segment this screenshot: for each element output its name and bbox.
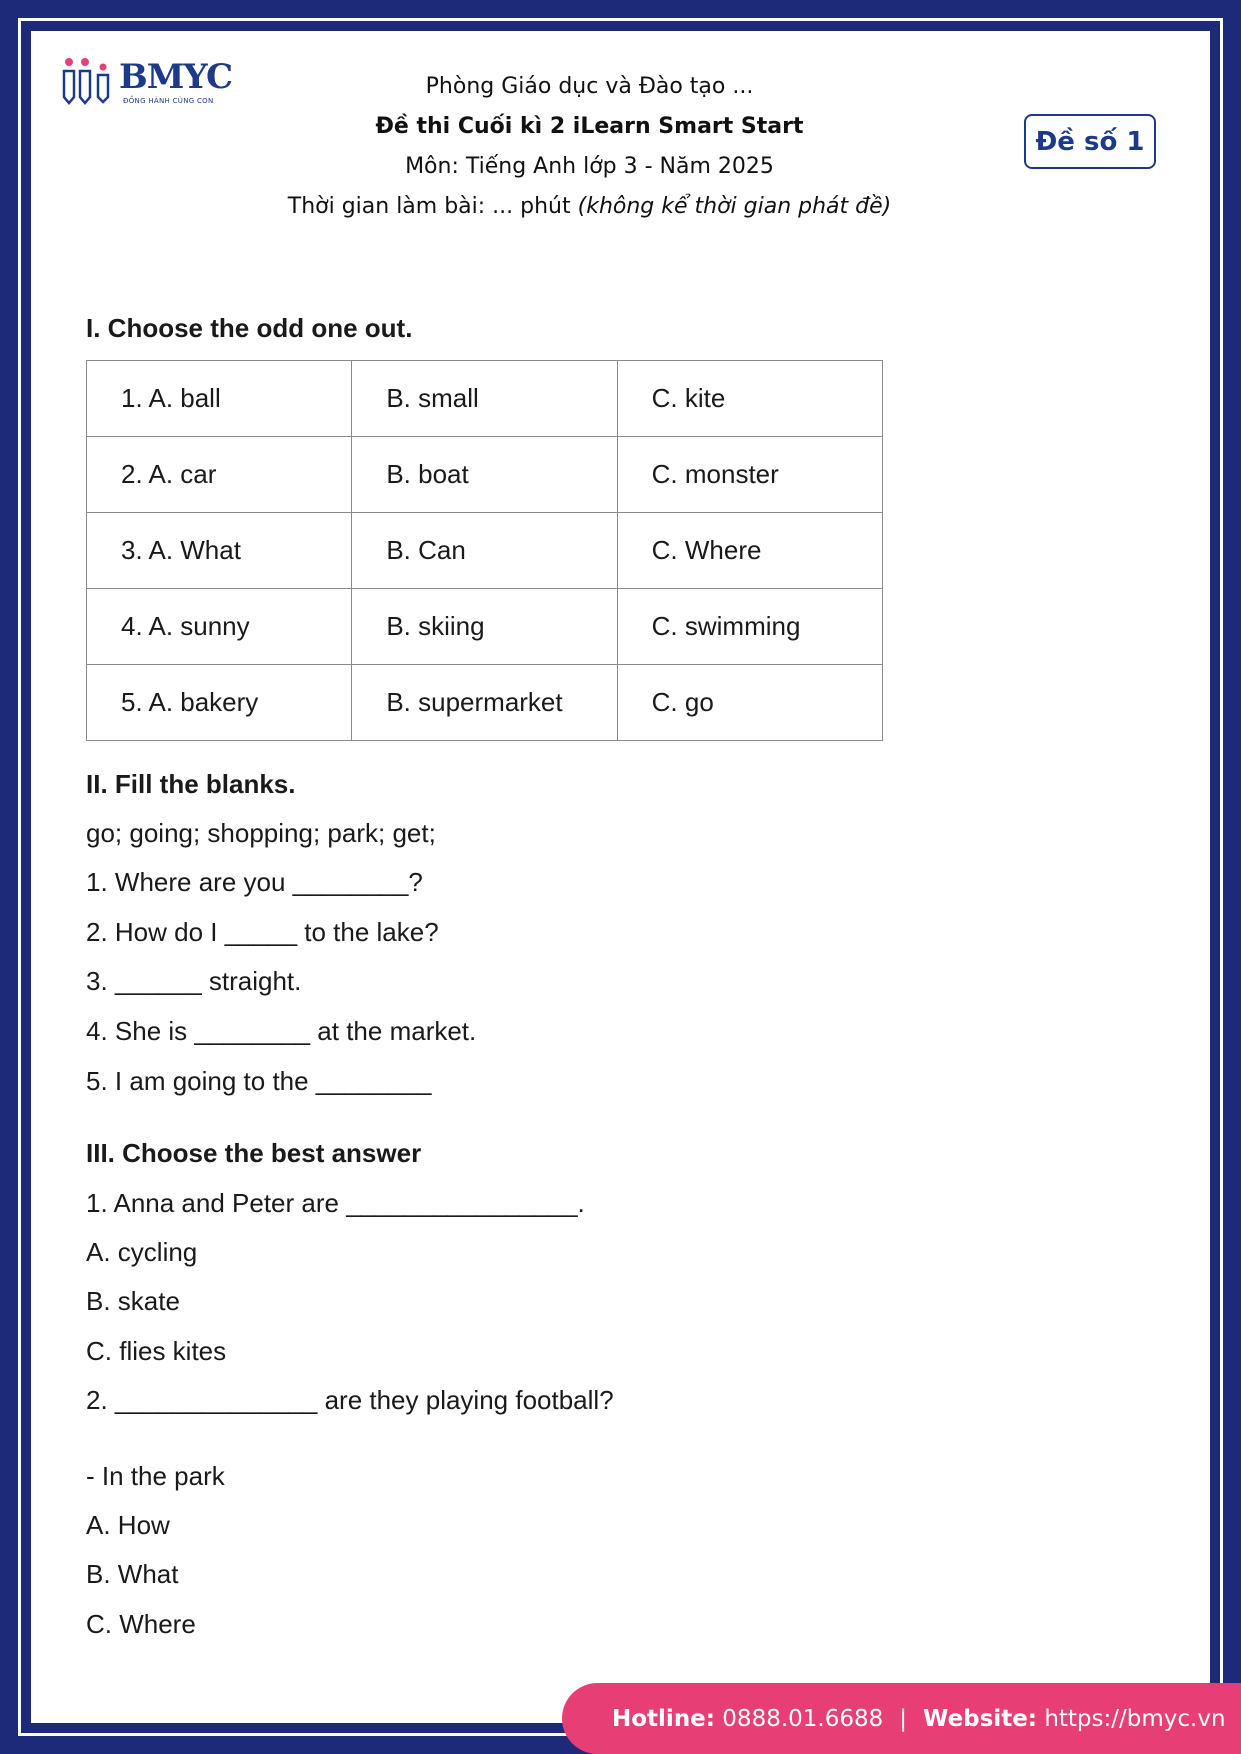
- footer-contact-bar: [562, 1683, 1241, 1754]
- time-note: (không kể thời gian phát đề): [577, 194, 892, 219]
- table-cell: 5. A. bakery: [87, 665, 352, 741]
- table-cell: C. monster: [617, 437, 882, 513]
- question-1: 1. Anna and Peter are ________________.: [86, 1188, 585, 1218]
- table-row: [87, 665, 883, 741]
- table-row: [87, 361, 883, 437]
- exam-number-badge: Đề số 1: [1024, 114, 1156, 169]
- logo-name: BMYC: [119, 57, 233, 97]
- table-cell: B. boat: [352, 437, 617, 513]
- table-row: [87, 589, 883, 665]
- answer-option: B. What: [86, 1559, 179, 1589]
- fill-item: 4. She is ________ at the market.: [86, 1016, 477, 1046]
- website-link[interactable]: https://bmyc.vn: [1044, 1705, 1226, 1732]
- hotline-number[interactable]: 0888.01.6688: [722, 1705, 884, 1732]
- table-cell: B. supermarket: [352, 665, 617, 741]
- table-cell: C. go: [617, 665, 882, 741]
- table-cell: C. Where: [617, 513, 882, 589]
- answer-option: A. How: [86, 1510, 170, 1540]
- fill-item: 3. ______ straight.: [86, 966, 302, 996]
- fill-item: 1. Where are you ________?: [86, 867, 423, 897]
- table-cell: B. small: [352, 361, 617, 437]
- odd-one-out-table: [86, 360, 883, 741]
- fill-item: 5. I am going to the ________: [86, 1066, 432, 1096]
- answer-option: C. Where: [86, 1609, 196, 1639]
- hotline-label: Hotline:: [612, 1705, 715, 1732]
- word-bank: go; going; shopping; park; get;: [86, 818, 436, 848]
- footer-separator: |: [899, 1705, 908, 1732]
- website-label: Website:: [923, 1705, 1037, 1732]
- department-line: Phòng Giáo dục và Đào tạo ...: [425, 74, 754, 99]
- table-cell: C. kite: [617, 361, 882, 437]
- section-2-title: II. Fill the blanks.: [86, 769, 296, 799]
- section-3-title: III. Choose the best answer: [86, 1138, 422, 1168]
- table-cell: 3. A. What: [87, 513, 352, 589]
- table-cell: B. Can: [352, 513, 617, 589]
- section-1-title: I. Choose the odd one out.: [86, 313, 413, 343]
- table-cell: 1. A. ball: [87, 361, 352, 437]
- answer-option: A. cycling: [86, 1237, 198, 1267]
- table-row: [87, 513, 883, 589]
- question-2: 2. ______________ are they playing football?: [86, 1385, 614, 1415]
- time-main: Thời gian làm bài: ... phút: [287, 194, 571, 219]
- answer-option: B. skate: [86, 1286, 180, 1316]
- answer-option: C. flies kites: [86, 1336, 227, 1366]
- table-cell: B. skiing: [352, 589, 617, 665]
- fill-item: 2. How do I _____ to the lake?: [86, 917, 439, 947]
- table-row: [87, 437, 883, 513]
- subject-line: Môn: Tiếng Anh lớp 3 - Năm 2025: [405, 154, 774, 179]
- exam-title: Đề thi Cuối kì 2 iLearn Smart Start: [375, 114, 804, 139]
- table-cell: 4. A. sunny: [87, 589, 352, 665]
- table-cell: C. swimming: [617, 589, 882, 665]
- time-line: [31, 187, 1210, 227]
- exam-page: [31, 31, 1210, 1723]
- table-cell: 2. A. car: [87, 437, 352, 513]
- question-2-answer-line: - In the park: [86, 1461, 225, 1491]
- logo-tagline: ĐỒNG HÀNH CÙNG CON: [123, 97, 214, 105]
